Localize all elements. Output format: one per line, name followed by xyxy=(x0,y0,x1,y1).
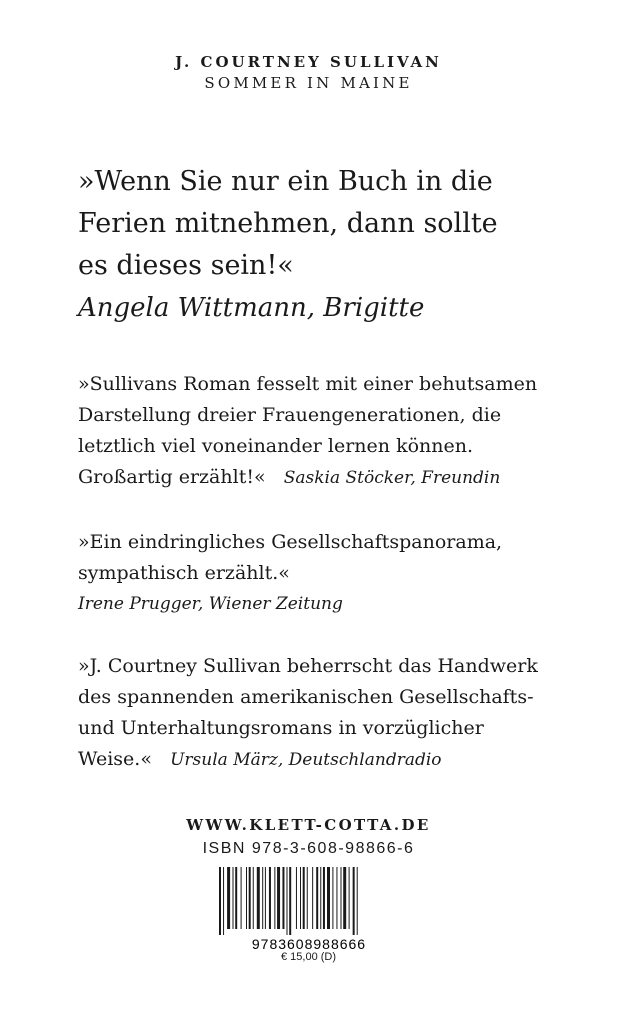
barcode-bar xyxy=(277,867,280,929)
author-name: J. COURTNEY SULLIVAN xyxy=(175,53,442,71)
price: € 15,00 (D) xyxy=(280,951,337,963)
barcode-bar xyxy=(235,867,237,929)
barcode-bar xyxy=(341,867,342,929)
main-quote xyxy=(78,161,578,329)
barcode-digits: 9783608988666 xyxy=(251,936,367,952)
barcode-bar xyxy=(323,867,325,929)
barcode-bar xyxy=(307,867,308,929)
quote-line: und Unterhaltungsromans in vorzüglicher xyxy=(78,717,484,739)
barcode-bar xyxy=(253,867,254,929)
barcode-bar xyxy=(357,867,358,935)
quote-source: Saskia Stöcker, Freundin xyxy=(283,468,501,488)
barcode-bar xyxy=(219,867,221,935)
book-header xyxy=(0,52,617,94)
barcode-bar xyxy=(353,867,355,935)
isbn-number: ISBN 978-3-608-98866-6 xyxy=(202,840,415,857)
quote-line: »Wenn Sie nur ein Buch in die xyxy=(78,166,493,197)
barcode-bar xyxy=(269,867,271,929)
barcode-bar xyxy=(287,867,288,935)
review-quote-3 xyxy=(78,651,598,776)
barcode-bar xyxy=(303,867,305,929)
barcode-bars xyxy=(219,867,358,935)
barcode-bar xyxy=(274,867,275,929)
barcode-bar xyxy=(349,867,350,929)
barcode xyxy=(217,865,401,953)
barcode-bar xyxy=(227,867,230,929)
quote-line: Ferien mitnehmen, dann sollte xyxy=(78,208,498,239)
quote-source: Angela Wittmann, Brigitte xyxy=(78,293,425,323)
quote-line: Großartig erzählt!« xyxy=(78,466,266,488)
barcode-bar xyxy=(343,867,346,929)
quote-source: Ursula März, Deutschlandradio xyxy=(170,750,442,770)
barcode-bar xyxy=(257,867,260,929)
barcode-bar xyxy=(332,867,333,929)
barcode-bar xyxy=(296,867,297,929)
barcode-bar xyxy=(265,867,266,929)
barcode-bar xyxy=(300,867,301,929)
quote-line: »Ein eindringliches Gesellschaftspanorama, xyxy=(78,531,503,553)
barcode-bar xyxy=(320,867,321,929)
book-title: SOMMER IN MAINE xyxy=(204,74,413,92)
barcode-bar xyxy=(249,867,251,929)
publisher-website: WWW.KLETT-COTTA.DE xyxy=(186,816,431,834)
barcode-bar xyxy=(289,867,291,935)
quote-line: letztlich viel voneinander lernen können. xyxy=(78,435,474,457)
quote-line: sympathisch erzählt.« xyxy=(78,562,290,584)
barcode-bar xyxy=(327,867,330,929)
barcode-bar xyxy=(262,867,263,929)
barcode-bar xyxy=(246,867,247,929)
quote-source: Irene Prugger, Wiener Zeitung xyxy=(78,594,343,614)
barcode-bar xyxy=(241,867,242,929)
quote-line: des spannenden amerikanischen Gesellschafts- xyxy=(78,686,534,708)
barcode-bar xyxy=(312,867,313,929)
barcode-bar xyxy=(233,867,234,929)
barcode-bar xyxy=(316,867,318,929)
quote-line: es dieses sein!« xyxy=(78,250,294,281)
quote-line: Weise.« xyxy=(78,748,152,770)
quote-line: Darstellung dreier Frauengenerationen, die xyxy=(78,404,502,426)
barcode-bar xyxy=(223,867,224,935)
quote-line: »Sullivans Roman fesselt mit einer behutsamen xyxy=(78,373,538,395)
barcode-bar xyxy=(336,867,337,929)
review-quote-1 xyxy=(78,369,598,494)
quote-line: »J. Courtney Sullivan beherrscht das Handwerk xyxy=(78,655,538,677)
barcode-bar xyxy=(282,867,284,929)
review-quote-2 xyxy=(78,527,598,620)
